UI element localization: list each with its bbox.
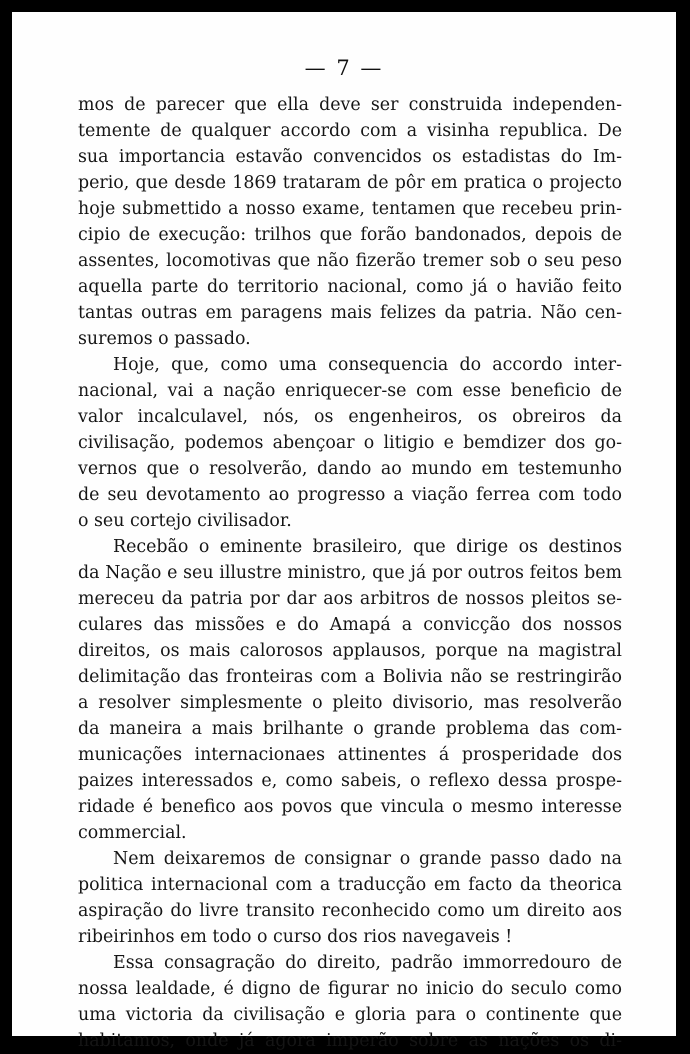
- text-line: o seu cortejo civilisador.: [78, 511, 292, 531]
- text-line: Hoje, que, como uma consequencia do accordo inter-: [113, 355, 622, 375]
- paragraph: [78, 950, 622, 1054]
- text-line: aquella parte do territorio nacional, como já o havião feito: [78, 277, 622, 297]
- text-line: sua importancia estavão convencidos os estadistas do Im-: [78, 147, 622, 167]
- text-line: mos de parecer que ella deve ser construida independen-: [78, 95, 622, 115]
- body-text: [78, 92, 622, 1054]
- page-number: — 7 —: [304, 56, 384, 80]
- paragraph: [78, 534, 622, 846]
- text-line: culares das missões e do Amapá a convicção dos nossos: [78, 615, 622, 635]
- text-line: habitamos, onde já agora imperão sobre as nações os di-: [78, 1031, 622, 1051]
- text-line: aspiração do livre transito reconhecido como um direito aos: [78, 901, 622, 921]
- text-line: paizes interessados e, como sabeis, o reflexo dessa prospe-: [78, 771, 622, 791]
- text-line: da maneira a mais brilhante o grande problema das com-: [78, 719, 622, 739]
- text-line: nacional, vai a nação enriquecer-se com esse beneficio de: [78, 381, 622, 401]
- text-line: assentes, locomotivas que não fizerão tremer sob o seu peso: [78, 251, 622, 271]
- paragraph: [78, 352, 622, 534]
- book-page: [12, 12, 676, 1051]
- text-line: Essa consagração do direito, padrão immorredouro de: [113, 953, 622, 973]
- text-line: hoje submettido a nosso exame, tentamen que recebeu prin-: [78, 199, 622, 219]
- text-line: Recebão o eminente brasileiro, que dirige os destinos: [113, 537, 622, 557]
- text-line: suremos o passado.: [78, 329, 251, 349]
- text-line: da Nação e seu illustre ministro, que já por outros feitos bem: [78, 563, 622, 583]
- text-line: a resolver simplesmente o pleito divisorio, mas resolverão: [78, 693, 622, 713]
- text-line: cipio de execução: trilhos que forão bandonados, depois de: [78, 225, 622, 245]
- text-line: temente de qualquer accordo com a visinha republica. De: [78, 121, 622, 141]
- text-line: mereceu da patria por dar aos arbitros de nossos pleitos se-: [78, 589, 622, 609]
- text-line: de seu devotamento ao progresso a viação ferrea com todo: [78, 485, 622, 505]
- text-line: civilisação, podemos abençoar o litigio e bemdizer dos go-: [78, 433, 622, 453]
- text-line: direitos, os mais calorosos applausos, porque na magistral: [78, 641, 622, 661]
- text-line: ridade é benefico aos povos que vincula o mesmo interesse: [78, 797, 622, 817]
- text-line: vernos que o resolverão, dando ao mundo em testemunho: [78, 459, 622, 479]
- text-line: nossa lealdade, é digno de figurar no inicio do seculo como: [78, 979, 622, 999]
- text-line: perio, que desde 1869 trataram de pôr em pratica o projecto: [78, 173, 622, 193]
- text-line: uma victoria da civilisação e gloria para o continente que: [78, 1005, 622, 1025]
- text-line: tantas outras em paragens mais felizes da patria. Não cen-: [78, 303, 622, 323]
- paragraph: [78, 846, 622, 950]
- text-line: municações internacionaes attinentes á prosperidade dos: [78, 745, 622, 765]
- text-line: ribeirinhos em todo o curso dos rios navegaveis !: [78, 927, 513, 947]
- paragraph: [78, 92, 622, 352]
- text-line: politica internacional com a traducção em facto da theorica: [78, 875, 622, 895]
- text-line: Nem deixaremos de consignar o grande passo dado na: [113, 849, 622, 869]
- text-line: valor incalculavel, nós, os engenheiros, os obreiros da: [78, 407, 622, 427]
- text-line: delimitação das fronteiras com a Bolivia não se restringirão: [78, 667, 622, 687]
- text-line: commercial.: [78, 823, 187, 843]
